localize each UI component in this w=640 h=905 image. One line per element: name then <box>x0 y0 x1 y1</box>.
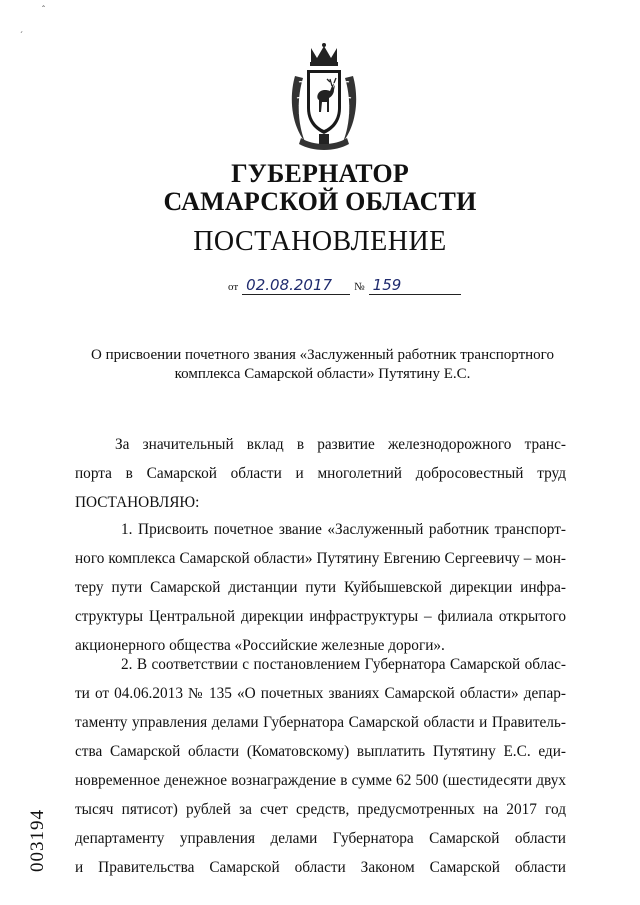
text-line: 2. В соответствии с постановлением Губернатора Самарской облас- <box>121 656 566 673</box>
text-line: новременное денежное вознаграждение в сумме 62 500 (шестидесяти двух <box>75 772 566 789</box>
text-line: порта в Самарской области и многолетний добросовестный труд <box>75 465 566 482</box>
document-subject: О присвоении почетного звания «Заслуженный работник транспортного комплекса Самарской области» Путятину Е.С. <box>91 347 554 382</box>
issuer-title: ГУБЕРНАТОР <box>231 159 409 188</box>
date-value: 02.08.2017 <box>242 276 350 295</box>
text-line: ПОСТАНОВЛЯЮ: <box>75 494 200 511</box>
text-line: теру пути Самарской дистанции пути Куйбышевской дирекции инфра- <box>75 579 566 596</box>
text-line: ства Самарской области (Коматовскому) выплатить Путятину Е.С. еди- <box>75 743 566 760</box>
registration-number-text: 003194 <box>27 809 48 872</box>
text-line: ти от 04.06.2013 № 135 «О почетных званиях Самарской области» депар- <box>75 685 566 702</box>
text-line: 1. Присвоить почетное звание «Заслуженный работник транспорт- <box>121 521 566 538</box>
text-line: За значительный вклад в развитие железнодорожного транс- <box>115 436 566 453</box>
item-1-paragraph <box>75 515 566 660</box>
dateline <box>224 276 461 295</box>
date-label: от <box>228 281 239 293</box>
scan-mark: ˊ <box>20 30 23 40</box>
document-type: ПОСТАНОВЛЕНИЕ <box>193 226 447 257</box>
item-2-paragraph <box>75 650 566 882</box>
text-line: и Правительства Самарской области Законом Самарской области <box>75 859 566 876</box>
number-value: 159 <box>369 276 461 295</box>
text-line: ного комплекса Самарской области» Путятину Евгению Сергеевичу – мон- <box>75 550 566 567</box>
text-line: структуры Центральной дирекции инфраструктуры – филиала открытого <box>75 608 566 625</box>
scan-mark: ˆ <box>42 4 45 14</box>
number-label: № <box>354 281 365 293</box>
issuer-region: САМАРСКОЙ ОБЛАСТИ <box>163 187 477 216</box>
registration-number <box>27 772 47 872</box>
samara-coat-of-arms-icon <box>287 42 361 152</box>
intro-paragraph <box>75 430 566 517</box>
text-line: акционерного общества «Российские железные дороги». <box>75 637 445 654</box>
text-line: таменту управления делами Губернатора Самарской области и Правитель- <box>75 714 566 731</box>
text-line: департаменту управления делами Губернатора Самарской области <box>75 830 566 847</box>
text-line: тысяч пятисот) рублей за счет средств, предусмотренных на 2017 год <box>75 801 566 818</box>
